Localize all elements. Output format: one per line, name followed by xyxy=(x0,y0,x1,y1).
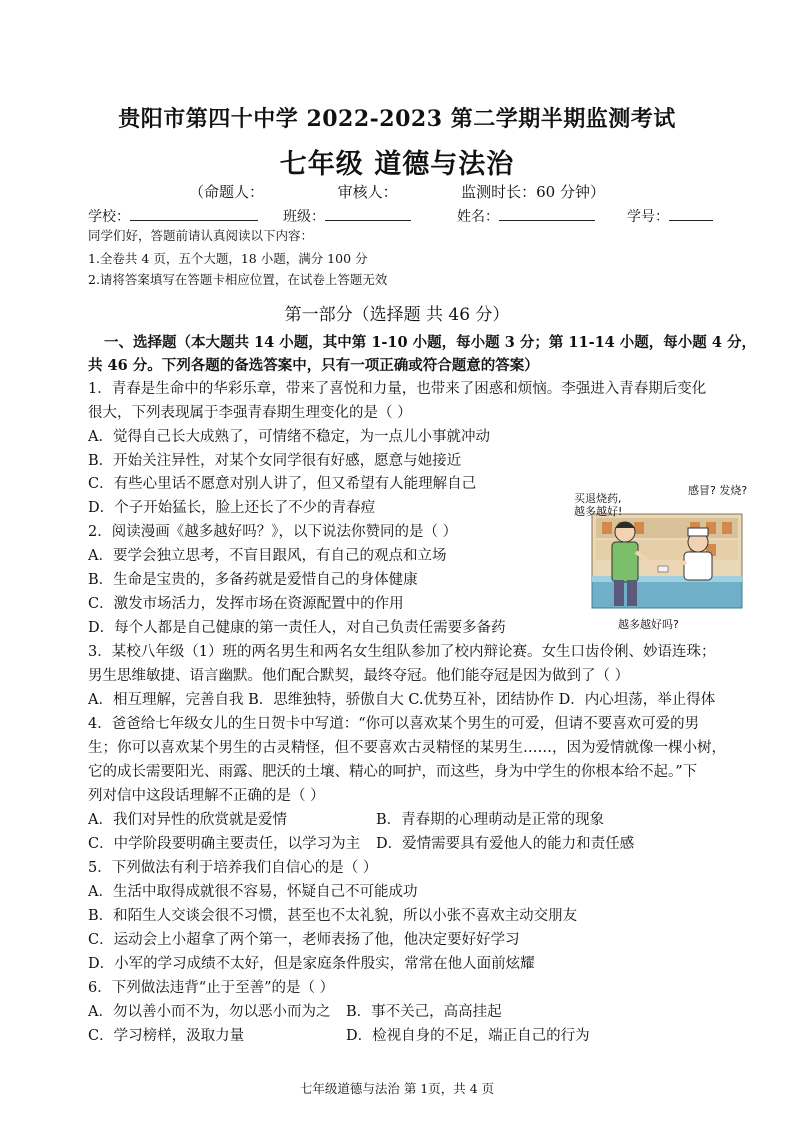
q5-stem: 5．下列做法有利于培养我们自信心的是（ ） xyxy=(88,860,378,876)
q4-option-b: B．青春期的心理萌动是正常的现象 xyxy=(376,812,605,828)
proposer-label: （命题人： xyxy=(188,183,264,201)
q2-option-a: A．要学会独立思考，不盲目跟风，有自己的观点和立场 xyxy=(88,548,447,564)
reviewer-label: 审核人： xyxy=(337,183,398,201)
class-field: 班级： xyxy=(283,206,411,226)
q6-stem: 6．下列做法违背“止于至善”的是（ ） xyxy=(88,980,335,996)
school-blank[interactable] xyxy=(130,206,258,221)
comic-caption: 越多越好吗? xyxy=(618,618,679,631)
q4-stem-line2: 生；你可以喜欢某个男生的古灵精怪，但不要喜欢古灵精怪的某男生……，因为爱情就像一棵小树， xyxy=(88,740,726,756)
q2-option-c: C．激发市场活力，发挥市场在资源配置中的作用 xyxy=(88,596,404,612)
q4-option-c: C．中学阶段要明确主要责任，以学习为主 xyxy=(88,836,361,852)
student-no-blank[interactable] xyxy=(669,206,713,221)
q5-option-a: A．生活中取得成就很不容易，怀疑自己不可能成功 xyxy=(88,884,418,900)
q6-option-d: D．检视自身的不足，端正自己的行为 xyxy=(346,1028,590,1044)
duration-label: 监测时长：60 分钟） xyxy=(461,183,605,201)
comic-bubble-pharmacist: 感冒? 发烧? xyxy=(688,484,748,497)
q3-stem-line1: 3．某校八年级（1）班的两名男生和两名女生组队参加了校内辩论赛。女生口齿伶俐、妙语连珠； xyxy=(88,644,716,660)
q4-option-a: A．我们对异性的欣赏就是爱情 xyxy=(88,812,287,828)
q4-stem-line3: 它的成长需要阳光、雨露、肥沃的土壤、精心的呵护，而这些，身为中学生的你根本给不起。”下 xyxy=(88,764,698,780)
q6-option-b: B．事不关己，高高挂起 xyxy=(346,1004,502,1020)
part1-title: 第一部分（选择题 共 46 分） xyxy=(284,305,510,325)
q1-option-a: A．觉得自己长大成熟了，可情绪不稳定，为一点儿小事就冲动 xyxy=(88,429,490,445)
name-field: 姓名： xyxy=(457,206,595,226)
name-blank[interactable] xyxy=(499,206,595,221)
q1-option-b: B．开始关注异性，对某个女同学很有好感，愿意与她接近 xyxy=(88,453,462,469)
exam-meta xyxy=(0,181,794,202)
q4-stem-line4: 列对信中这段话理解不正确的是（ ） xyxy=(88,788,325,804)
q1-option-d: D．个子开始猛长，脸上还长了不少的青春痘 xyxy=(88,500,376,516)
school-field: 学校： xyxy=(88,206,258,226)
q1-stem-line2: 很大，下列表现属于李强青春期生理变化的是（ ） xyxy=(88,405,412,421)
comic-bubble-customer: 买退烧药, 越多越好! xyxy=(574,492,623,518)
q5-option-b: B．和陌生人交谈会很不习惯，甚至也不太礼貌，所以小张不喜欢主动交朋友 xyxy=(88,908,578,924)
q3-options: A．相互理解，完善自我 B．思维独特，骄傲自大 C.优势互补，团结协作 D．内心坦荡，举止得体 xyxy=(88,692,716,708)
student-no-field: 学号： xyxy=(627,206,713,226)
page-footer: 七年级道德与法治 第 1页，共 4 页 xyxy=(299,1081,495,1096)
class-blank[interactable] xyxy=(325,206,411,221)
comic-illustration xyxy=(570,480,760,632)
q1-option-c: C．有些心里话不愿意对别人讲了，但又希望有人能理解自己 xyxy=(88,476,477,492)
q6-option-a: A．勿以善小而不为，勿以恶小而为之 xyxy=(88,1004,331,1020)
school-exam-title: 贵阳市第四十中学 2022-2023 第二学期半期监测考试 xyxy=(118,106,676,132)
note-1: 1.全卷共 4 页，五个大题，18 小题，满分 100 分 xyxy=(88,251,368,266)
section1-instructions-line2: 共 46 分。下列各题的备选答案中，只有一项正确或符合题意的答案） xyxy=(88,357,539,374)
q4-option-d: D．爱情需要具有爱他人的能力和责任感 xyxy=(376,836,635,852)
q2-option-d: D．每个人都是自己健康的第一责任人，对自己负责任需要多备药 xyxy=(88,620,506,636)
note-2: 2.请将答案填写在答题卡相应位置，在试卷上答题无效 xyxy=(88,272,388,287)
q2-stem: 2．阅读漫画《越多越好吗？》，以下说法你赞同的是（ ） xyxy=(88,524,458,540)
q1-stem-line1: 1．青春是生命中的华彩乐章，带来了喜悦和力量，也带来了困惑和烦恼。李强进入青春期后变化 xyxy=(88,381,707,397)
section1-instructions-line1: 一、选择题（本大题共 14 小题，其中第 1-10 小题，每小题 3 分；第 11-14 小题，每小题 4 分， xyxy=(104,334,756,351)
subject-title: 七年级 道德与法治 xyxy=(279,149,515,180)
q4-stem-line1: 4．爸爸给七年级女儿的生日贺卡中写道：“你可以喜欢某个男生的可爱，但请不要喜欢可爱的男 xyxy=(88,716,700,732)
q3-stem-line2: 男生思维敏捷、语言幽默。他们配合默契，最终夺冠。他们能夺冠是因为做到了（ ） xyxy=(88,668,630,684)
q5-option-d: D．小军的学习成绩不太好，但是家庭条件殷实，常常在他人面前炫耀 xyxy=(88,956,535,972)
q2-option-b: B．生命是宝贵的，多备药就是爱惜自己的身体健康 xyxy=(88,572,418,588)
notes-intro: 同学们好，答题前请认真阅读以下内容： xyxy=(88,228,314,243)
q5-option-c: C．运动会上小超拿了两个第一，老师表扬了他，他决定要好好学习 xyxy=(88,932,520,948)
q6-option-c: C．学习榜样，汲取力量 xyxy=(88,1028,245,1044)
